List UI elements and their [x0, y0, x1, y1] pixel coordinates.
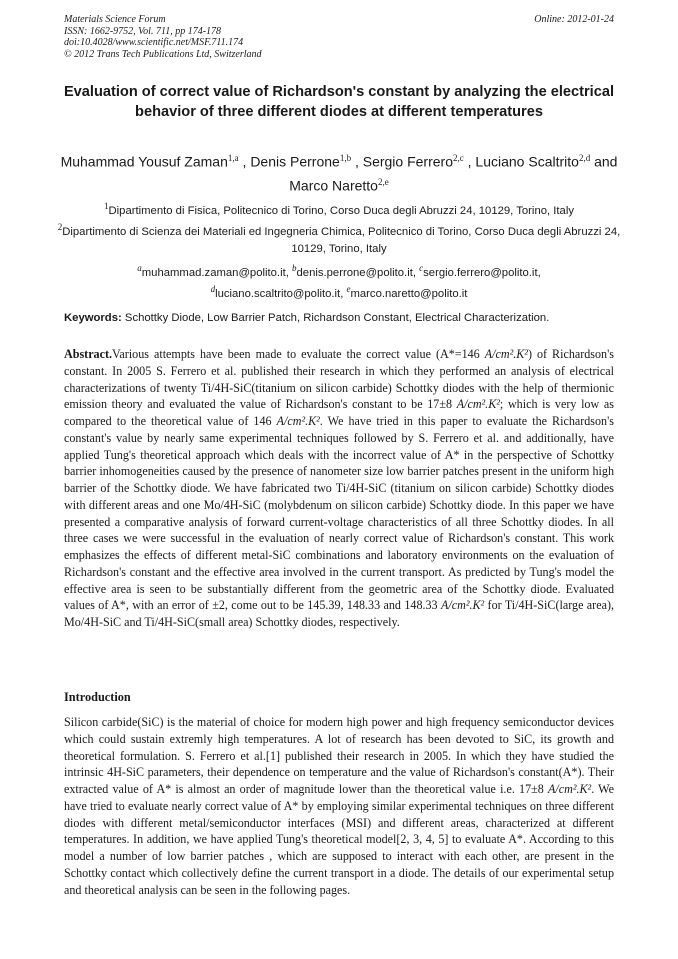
author-list: Muhammad Yousuf Zaman$^{1,a}$ , Denis Perrone$^{1,b}$ , Sergio Ferrero$^{2,c}$ , Luciano Scaltrito$^{2,d}$ and Marco Naretto$^{2,e}$	[60, 153, 618, 194]
email-link[interactable]: luciano.scaltrito@polito.it	[215, 288, 341, 301]
paper-title: Evaluation of correct value of Richardson's constant by analyzing the electrical behavior of three different diodes at different temperatures	[63, 84, 615, 120]
author-sup: 1,b	[339, 153, 352, 163]
author-sup: 2,c	[453, 153, 464, 163]
author-name: Luciano Scaltrito	[475, 153, 579, 170]
section-heading: Introduction	[64, 690, 131, 704]
keywords-label: Keywords:	[64, 312, 122, 324]
email-list: $^a$muhammad.zaman@polito.it, $^b$denis.perrone@polito.it, $^c$sergio.ferrero@polito.it, $^d$luciano.scaltrito@polito.it, $^e$marco.naretto@polito.it	[137, 263, 541, 301]
affiliation: $^1$Dipartimento di Fisica, Politecnico di Torino, Corso Duca degli Abruzzi 24, 10129, Torino, Italy	[104, 201, 574, 217]
author-sup: 2,e	[377, 176, 389, 187]
copyright-line: © 2012 Trans Tech Publications Ltd, Switzerland	[64, 48, 262, 60]
email-link[interactable]: marco.naretto@polito.it	[350, 288, 468, 301]
abstract: Abstract.Various attempts have been made to evaluate the correct value (A*=146 A/cm².K²) of Richardson's constant. In 2005 S. Ferrero et al. published their research in which they performed an analysis of electrical characterizations of twenty Ti/4H-SiC(titanium on silicon carbide) Schottky diodes with the help of thermionic emission theory and evaluated the value of Richardson's constant to be 17±8 A/cm².K²; which is very low as compared to the theoretical value of 146 A/cm².K². We have tried in this paper to evaluate the Richardson's constant's value by nearly same experimental techniques followed by S. Ferrero et al. and additionally, have applied Tung's theoretical approach which deals with the incorrect value of A* in the perspective of Schottky barrier inhomogeneities caused by the presence of nanometer size low barrier patches present in the uniform high barrier of the Schottky diode. We have fabricated two Ti/4H-SiC (titanium on silicon carbide) Schottky diodes with different areas and one Mo/4H-SiC (molybdenum on silicon carbide) Schottky diode. In this paper we have presented a comparative analysis of forward current-voltage characteristics of all three Schottky diodes. In all three cases we were successful in the evaluation of nearly correct value of Richardson's constant. This work emphasizes the effects of different metal-SiC combinations and laboratory environments on the evaluation of Richardson's constant and the effective area involved in the current transport. As predicted by Tung's model the effective area is seen to be substantially different from the geometric area of the Schottky diode. Evaluated values of A*, with an error of ±2, come out to be 145.39, 148.33 and 148.33 A/cm².K² for Ti/4H-SiC(large area), Mo/4H-SiC and Ti/4H-SiC(small area) Schottky diodes, respectively.	[64, 347, 614, 629]
author-name: Muhammad Yousuf Zaman	[60, 153, 228, 170]
abstract-label: Abstract.	[64, 347, 113, 361]
author-name: Marco Naretto	[289, 177, 378, 194]
journal-name: Materials Science Forum	[64, 14, 166, 25]
affiliations	[54, 198, 624, 257]
journal-header	[64, 14, 262, 60]
introduction-body: Silicon carbide(SiC) is the material of choice for modern high power and high frequency semiconductor devices which could sustain extremly high temperatures. A lot of research has been devoted to SiC, its growth and theoretical formulation. S. Ferrero et al.[1] published their research in 2005. In which they have studied the intrinsic 4H-SiC parameters, their dependence on temperature and the value of Richardson's constant(A*). Their extracted value of A* is almost an order of magnitude lower than the theoretical value i.e. 17±8 A/cm².K². We have tried to evaluate nearly correct value of A* by employing similar experimental techniques on three different diodes with different metal/semiconductor interfaces (MSI) and different areas, characterized at different temperatures. In addition, we have applied Tung's theoretical model[2, 3, 4, 5] to evaluate A*. According to this model a number of low barrier patches , which are supposed to interact with each other, are present in the Schottky contact which collectively define the current transport in a diode. The details of our experimental setup and theoretical analysis can be seen in the following pages.	[64, 715, 614, 897]
issn-line: ISSN: 1662-9752, Vol. 711, pp 174-178	[64, 25, 222, 37]
online-date: Online: 2012-01-24	[534, 14, 614, 25]
keywords	[64, 310, 614, 326]
author-sup: 2,d	[578, 153, 591, 163]
author-name: Sergio Ferrero	[362, 153, 453, 170]
author-sup: 1,a	[227, 153, 239, 163]
email-link[interactable]: sergio.ferrero@polito.it	[423, 266, 538, 279]
email-link[interactable]: denis.perrone@polito.it	[296, 266, 413, 279]
email-link[interactable]: muhammad.zaman@polito.it	[141, 266, 286, 279]
affiliation: $^2$Dipartimento di Scienza dei Materiali ed Ingegneria Chimica, Politecnico di Torino, Corso Duca degli Abruzzi 24, 10129, Torino, Italy	[57, 222, 621, 255]
keywords-text: Schottky Diode, Low Barrier Patch, Richardson Constant, Electrical Characterization.	[124, 312, 550, 324]
author-name: Denis Perrone	[250, 153, 340, 170]
doi-line: doi:10.4028/www.scientific.net/MSF.711.174	[64, 37, 244, 48]
